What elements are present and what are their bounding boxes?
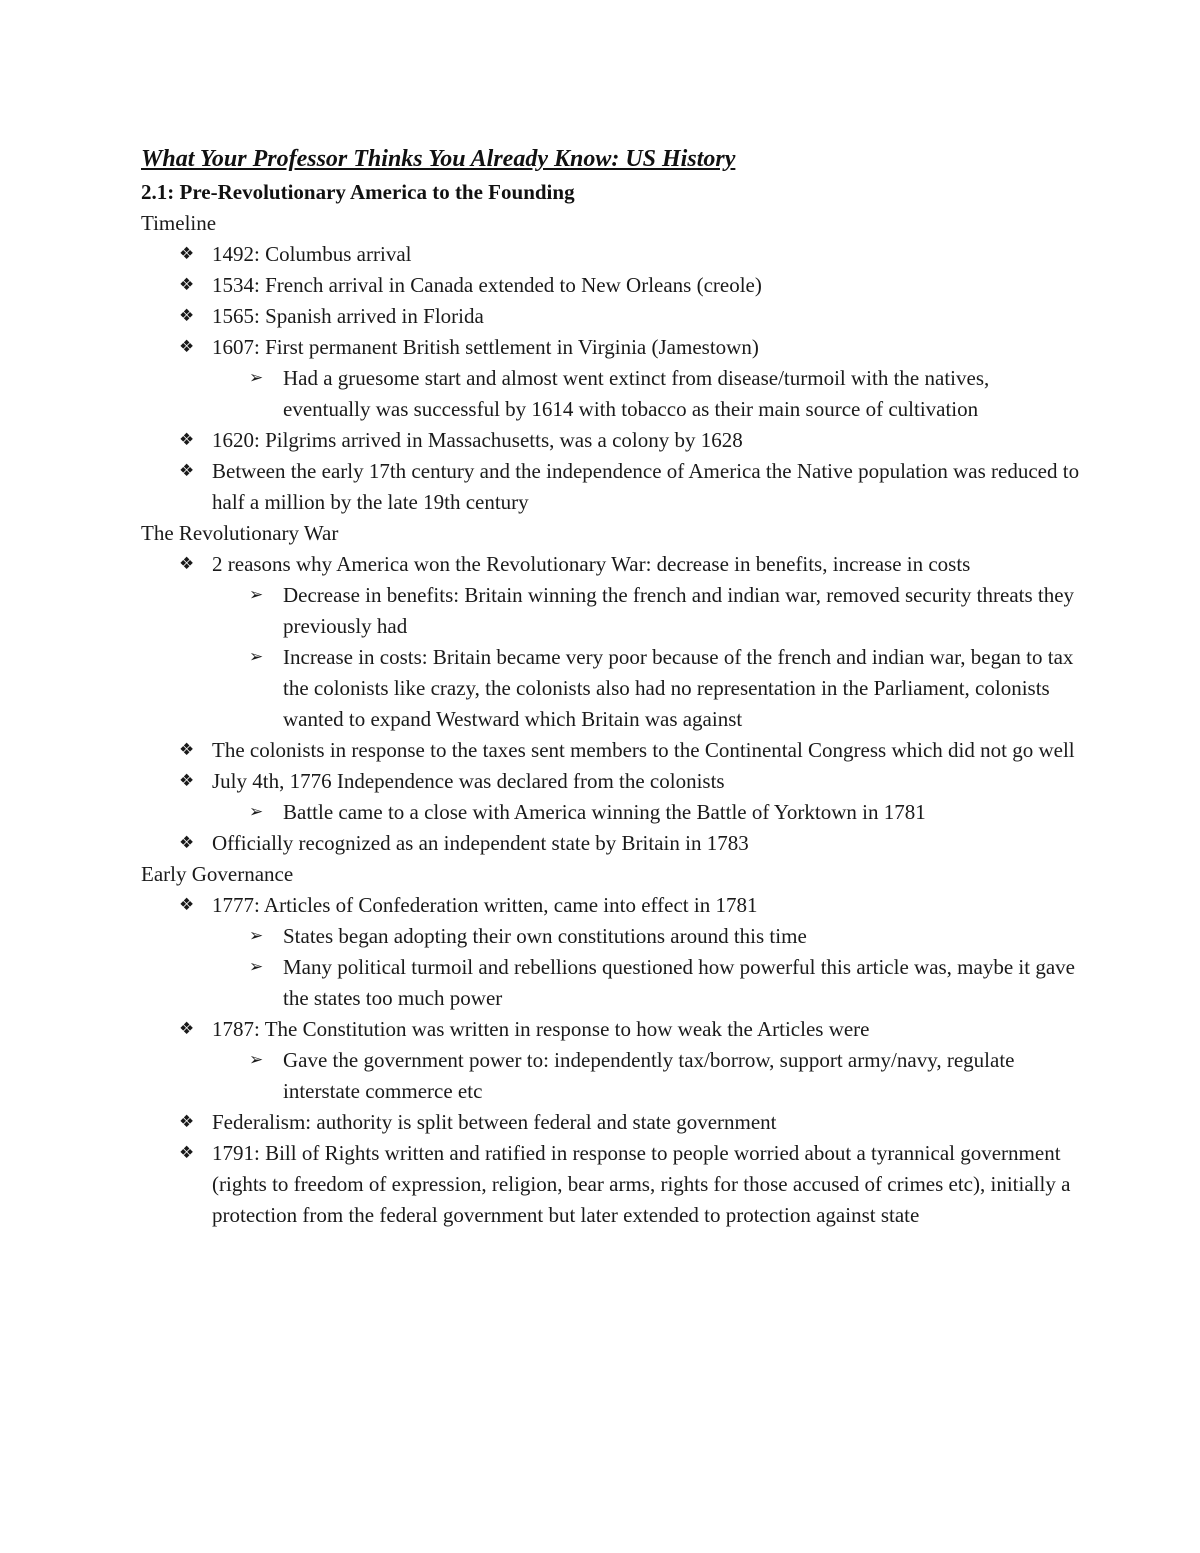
sub-list [141,580,1080,735]
early-governance-heading: Early Governance [141,862,294,886]
list-item: ❖ The colonists in response to the taxes sent members to the Continental Congress which did not go well [141,735,1080,766]
list-item: ❖ 1620: Pilgrims arrived in Massachusetts, was a colony by 1628 [141,425,1080,456]
diamond-bullet-icon: ❖ [179,244,195,264]
diamond-bullet-icon: ❖ [179,461,195,481]
diamond-bullet-icon: ❖ [179,895,195,915]
arrowhead-bullet-icon: ➢ [249,585,264,605]
diamond-bullet-icon: ❖ [179,430,195,450]
sub-list-item: ➢ Increase in costs: Britain became very poor because of the french and indian war, began to tax the colonists like crazy, the colonists also had no representation in the Parliament, colonists wanted to expand Westward which Britain was against [212,642,1080,735]
arrowhead-bullet-icon: ➢ [249,802,264,822]
sub-list-item: ➢ Battle came to a close with America winning the Battle of Yorktown in 1781 [212,797,1080,828]
arrowhead-bullet-icon: ➢ [249,368,264,388]
early-governance-list [141,890,1080,1231]
diamond-bullet-icon: ❖ [179,1112,195,1132]
diamond-bullet-icon: ❖ [179,833,195,853]
diamond-bullet-icon: ❖ [179,275,195,295]
diamond-bullet-icon: ❖ [179,771,195,791]
diamond-bullet-icon: ❖ [179,740,195,760]
sub-list [141,363,1080,425]
arrowhead-bullet-icon: ➢ [249,1050,264,1070]
diamond-bullet-icon: ❖ [179,1143,195,1163]
sub-list [141,921,1080,1014]
document-title: What Your Professor Thinks You Already Know: US History [141,146,736,172]
list-item: ❖ 2 reasons why America won the Revolutionary War: decrease in benefits, increase in costs ➢ Decrease in benefits: Britain winning the french and indian war, removed security threats they previously had ➢ Increase in costs: Britain became very poor because of the french and indian war, began to tax the colonists like crazy, the colonists also had no representation in the Parliament, colonists wanted to expand Westward which Britain was against [141,549,1080,735]
arrowhead-bullet-icon: ➢ [249,926,264,946]
list-item: ❖ 1787: The Constitution was written in response to how weak the Articles were ➢ Gave the government power to: independently tax/borrow, support army/navy, regulate interstate commerce etc [141,1014,1080,1107]
list-item: ❖ 1492: Columbus arrival [141,239,1080,270]
arrowhead-bullet-icon: ➢ [249,647,264,667]
list-item: ❖ 1534: French arrival in Canada extended to New Orleans (creole) [141,270,1080,301]
sub-list-item: ➢ Decrease in benefits: Britain winning the french and indian war, removed security threats they previously had [212,580,1080,642]
revolutionary-war-list [141,549,1080,859]
list-item: ❖ 1607: First permanent British settlement in Virginia (Jamestown) ➢ Had a gruesome start and almost went extinct from disease/turmoil with the natives, eventually was successful by 1614 with tobacco as their main source of cultivation [141,332,1080,425]
timeline-heading: Timeline [141,211,217,235]
diamond-bullet-icon: ❖ [179,306,195,326]
list-item: ❖ July 4th, 1776 Independence was declared from the colonists ➢ Battle came to a close with America winning the Battle of Yorktown in 1781 [141,766,1080,828]
sub-list-item: ➢ Many political turmoil and rebellions questioned how powerful this article was, maybe it gave the states too much power [212,952,1080,1014]
section-title: 2.1: Pre-Revolutionary America to the Founding [141,180,575,204]
diamond-bullet-icon: ❖ [179,1019,195,1039]
sub-list-item: ➢ States began adopting their own constitutions around this time [212,921,1080,952]
list-item: ❖ Federalism: authority is split between federal and state government [141,1107,1080,1138]
diamond-bullet-icon: ❖ [179,337,195,357]
list-item: ❖ Officially recognized as an independent state by Britain in 1783 [141,828,1080,859]
list-item: ❖ Between the early 17th century and the independence of America the Native population was reduced to half a million by the late 19th century [141,456,1080,518]
sub-list [141,1045,1080,1107]
sub-list-item: ➢ Gave the government power to: independently tax/borrow, support army/navy, regulate interstate commerce etc [212,1045,1080,1107]
sub-list [141,797,1080,828]
timeline-list [141,239,1080,518]
revolutionary-war-heading: The Revolutionary War [141,521,339,545]
list-item: ❖ 1791: Bill of Rights written and ratified in response to people worried about a tyrannical government (rights to freedom of expression, religion, bear arms, rights for those accused of crimes etc), initially a protection from the federal government but later extended to protection against state [141,1138,1080,1231]
sub-list-item: ➢ Had a gruesome start and almost went extinct from disease/turmoil with the natives, eventually was successful by 1614 with tobacco as their main source of cultivation [212,363,1080,425]
arrowhead-bullet-icon: ➢ [249,957,264,977]
list-item: ❖ 1565: Spanish arrived in Florida [141,301,1080,332]
list-item: ❖ 1777: Articles of Confederation written, came into effect in 1781 ➢ States began adopting their own constitutions around this time ➢ Many political turmoil and rebellions questioned how powerful this article was, maybe it gave the states too much power [141,890,1080,1014]
diamond-bullet-icon: ❖ [179,554,195,574]
